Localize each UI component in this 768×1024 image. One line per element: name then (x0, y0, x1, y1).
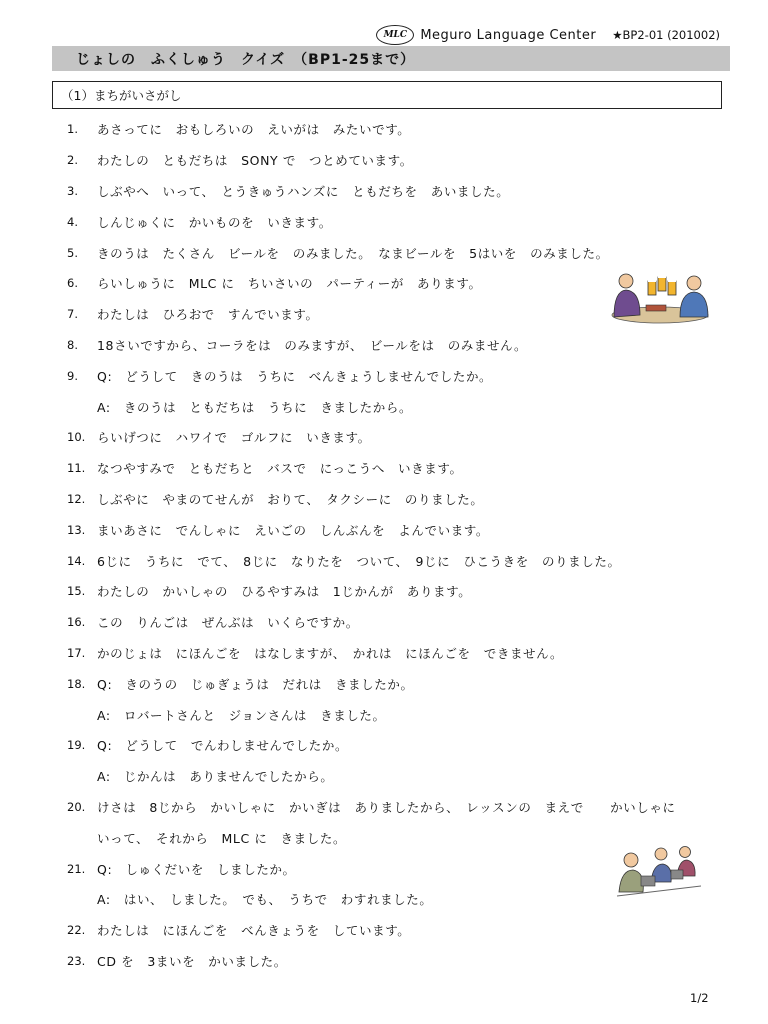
quiz-item-text: しんじゅくに かいものを いきます。 (97, 214, 332, 230)
quiz-item-text: あさってに おもしろいの えいがは みたいです。 (97, 122, 411, 138)
quiz-item (0, 237, 768, 268)
quiz-item-text: まいあさに でんしゃに えいごの しんぶんを よんでいます。 (97, 522, 490, 538)
quiz-item (0, 576, 768, 607)
quiz-item (0, 360, 768, 391)
quiz-item-text: Q: どうして きのうは うちに べんきょうしませんでしたか。 (97, 368, 493, 384)
school-name: Meguro Language Center (420, 27, 597, 43)
quiz-item-number: 22. (67, 923, 86, 938)
quiz-item (0, 453, 768, 484)
quiz-item (0, 915, 768, 946)
quiz-item-number: 12. (67, 491, 86, 506)
quiz-item (0, 638, 768, 669)
quiz-item-text: らいげつに ハワイで ゴルフに いきます。 (97, 430, 371, 446)
quiz-item-text: A: じかんは ありませんでしたから。 (97, 769, 334, 785)
quiz-item-number: 9. (67, 368, 78, 383)
quiz-item-text: 6じに うちに でて、 8じに なりたを ついて、 9じに ひこうきを のりました。 (97, 553, 621, 569)
quiz-item (0, 761, 768, 792)
quiz-item (0, 545, 768, 576)
people-at-computers-illustration (617, 842, 701, 904)
section-heading: （1）まちがいさがし (61, 88, 182, 103)
quiz-item-number: 14. (67, 553, 86, 568)
quiz-item-number: 1. (67, 122, 78, 137)
quiz-item-number: 5. (67, 245, 78, 260)
quiz-item-text: この りんごは ぜんぶは いくらですか。 (97, 615, 359, 631)
quiz-item-text: わたしの かいしゃの ひるやすみは 1じかんが あります。 (97, 584, 472, 600)
quiz-item-number: 4. (67, 214, 78, 229)
quiz-item-number: 11. (67, 461, 86, 476)
quiz-item (0, 114, 768, 145)
document-header (310, 24, 720, 46)
quiz-item-number: 21. (67, 861, 86, 876)
quiz-item-number: 15. (67, 584, 86, 599)
quiz-item-text: いって、 それから MLC に きました。 (97, 830, 347, 846)
quiz-item-text: A: はい、 しました。 でも、 うちで わすれました。 (97, 892, 433, 908)
quiz-item-number: 7. (67, 307, 78, 322)
quiz-item-text: Q: しゅくだいを しましたか。 (97, 861, 296, 877)
quiz-item (0, 330, 768, 361)
quiz-item (0, 607, 768, 638)
quiz-item-number: 16. (67, 615, 86, 630)
quiz-item-text: A: きのうは ともだちは うちに きましたから。 (97, 399, 413, 415)
quiz-item-text: きのうは たくさん ビールを のみました。 なまビールを 5はいを のみました。 (97, 245, 609, 261)
quiz-item-number: 23. (67, 953, 86, 968)
quiz-item (0, 206, 768, 237)
quiz-item-number: 18. (67, 676, 86, 691)
quiz-item-text: なつやすみで ともだちと バスで にっこうへ いきます。 (97, 461, 463, 477)
quiz-item (0, 484, 768, 515)
quiz-item (0, 422, 768, 453)
quiz-item (0, 792, 768, 823)
quiz-item-number: 2. (67, 153, 78, 168)
quiz-item (0, 730, 768, 761)
quiz-item-text: わたしは にほんごを べんきょうを しています。 (97, 923, 411, 939)
quiz-item-number: 10. (67, 430, 86, 445)
section-heading-box (52, 81, 722, 109)
quiz-title-bar (52, 46, 730, 71)
quiz-item-text: Q: きのうの じゅぎょうは だれは きましたか。 (97, 676, 414, 692)
quiz-item-text: わたしは ひろおで すんでいます。 (97, 307, 319, 323)
people-toasting-beer-illustration (608, 265, 712, 325)
quiz-item-text: しぶやに やまのてせんが おりて、 タクシーに のりました。 (97, 491, 484, 507)
quiz-item-number: 13. (67, 522, 86, 537)
quiz-item (0, 176, 768, 207)
quiz-item (0, 391, 768, 422)
mlc-logo: MLC (376, 25, 414, 45)
quiz-item-text: CD を 3まいを かいました。 (97, 953, 287, 969)
quiz-item-text: けさは 8じから かいしゃに かいぎは ありましたから、 レッスンの まえで かいしゃに (97, 799, 676, 815)
quiz-item (0, 145, 768, 176)
quiz-item-number: 3. (67, 183, 78, 198)
quiz-item (0, 699, 768, 730)
quiz-item-text: らいしゅうに MLC に ちいさいの パーティーが あります。 (97, 276, 482, 292)
quiz-title: じょしの ふくしゅう クイズ （BP1-25まで） (76, 51, 416, 68)
quiz-item (0, 946, 768, 977)
page-number: 1/2 (690, 991, 709, 1005)
quiz-item-text: わたしの ともだちは SONY で つとめています。 (97, 153, 413, 169)
quiz-item (0, 514, 768, 545)
quiz-item-text: 18さいですから、コーラをは のみますが、 ビールをは のみません。 (97, 337, 528, 353)
quiz-item-number: 17. (67, 645, 86, 660)
quiz-item-number: 20. (67, 799, 86, 814)
quiz-item-number: 6. (67, 276, 78, 291)
quiz-item-text: A: ロバートさんと ジョンさんは きました。 (97, 707, 386, 723)
quiz-item-number: 19. (67, 738, 86, 753)
quiz-item-number: 8. (67, 337, 78, 352)
quiz-item-text: Q: どうして でんわしませんでしたか。 (97, 738, 349, 754)
quiz-item-text: かのじょは にほんごを はなしますが、 かれは にほんごを できません。 (97, 645, 564, 661)
quiz-item (0, 668, 768, 699)
document-code: ★BP2-01 (201002) (612, 28, 720, 42)
quiz-item-text: しぶやへ いって、 とうきゅうハンズに ともだちを あいました。 (97, 183, 510, 199)
